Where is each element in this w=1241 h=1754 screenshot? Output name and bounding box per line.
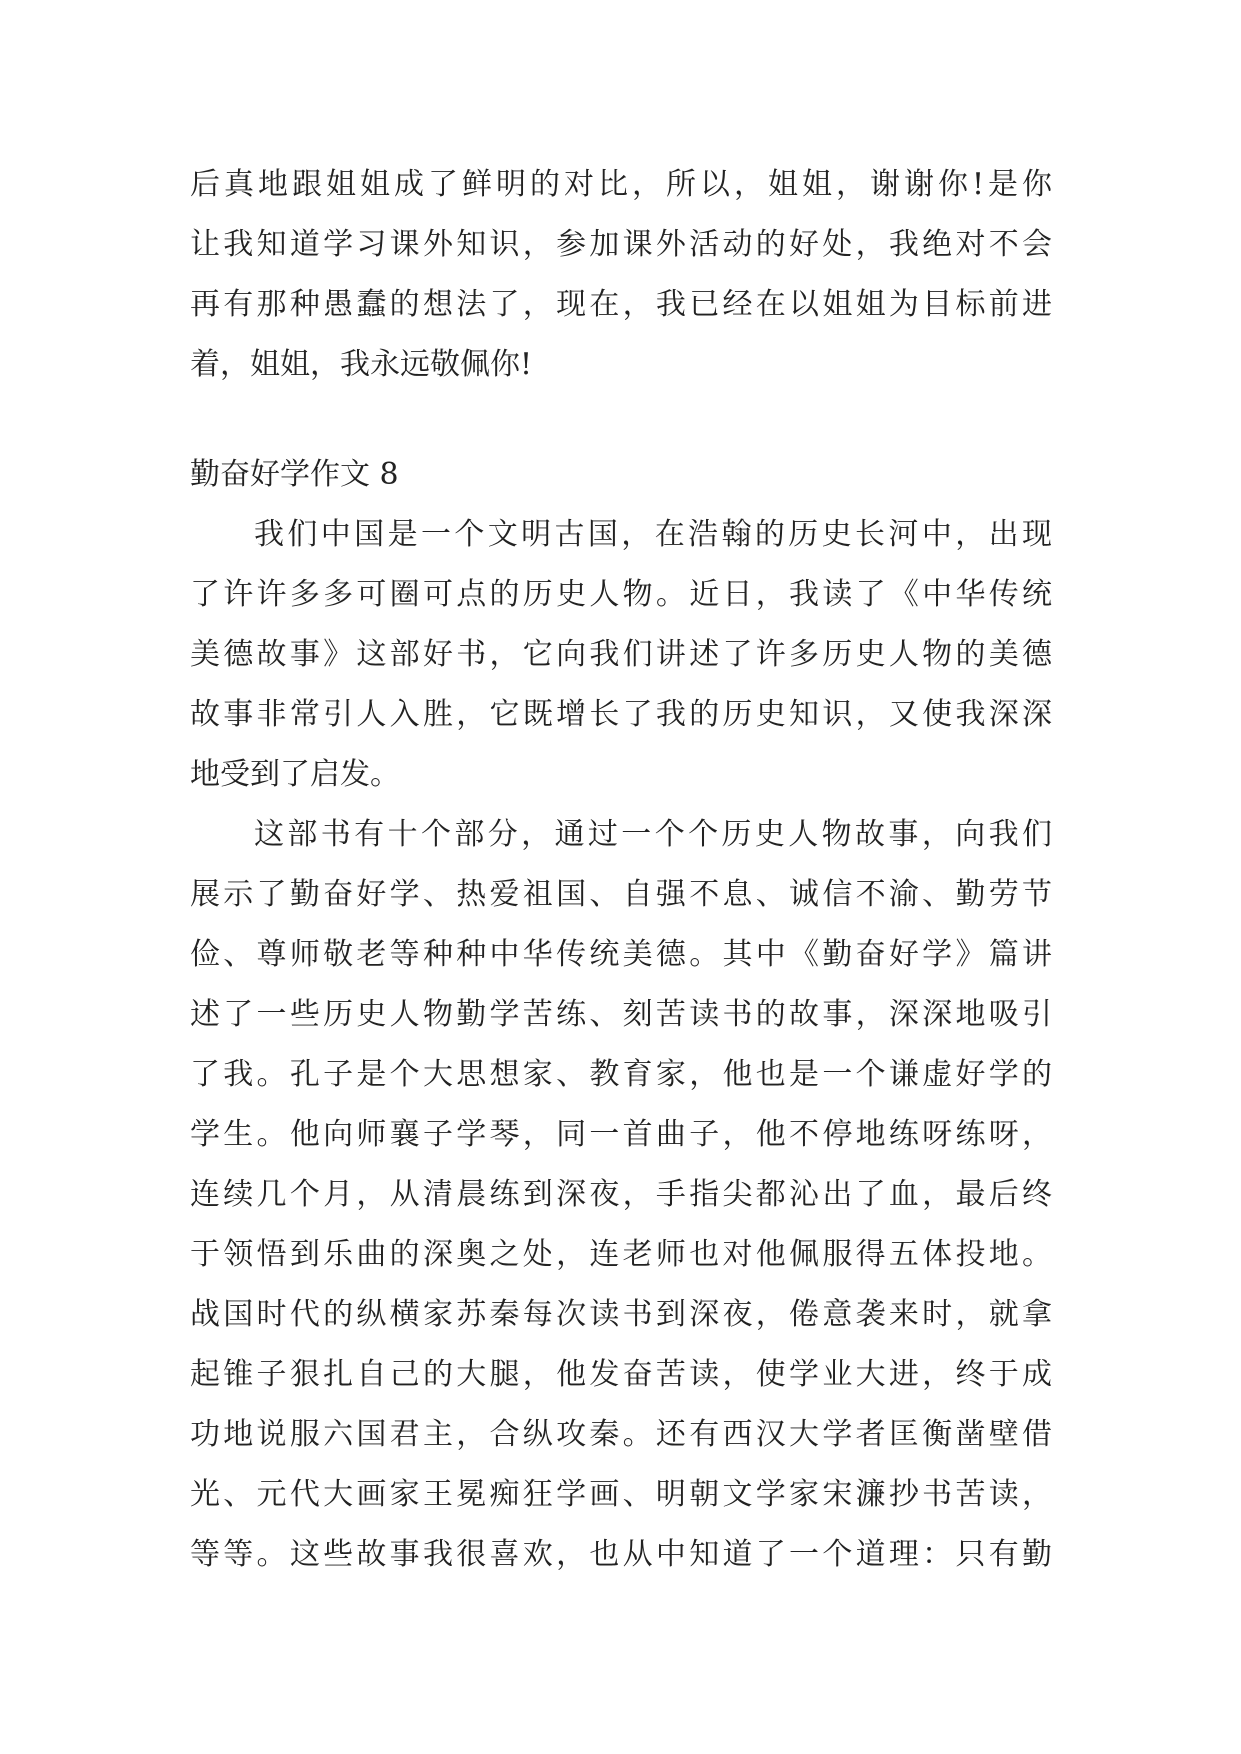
section-spacer (190, 395, 1052, 445)
text-line: 了我。孔子是个大思想家、教育家，他也是一个谦虚好学的 (190, 1057, 1052, 1092)
text-line: 起锥子狠扎自己的大腿，他发奋苦读，使学业大进，终于成 (190, 1357, 1052, 1392)
text-line: 俭、尊师敬老等种种中华传统美德。其中《勤奋好学》篇讲 (190, 937, 1052, 972)
text-line: 展示了勤奋好学、热爱祖国、自强不息、诚信不渝、勤劳节 (190, 877, 1052, 912)
paragraph-1 (190, 505, 1052, 805)
document-body (190, 155, 1052, 1585)
text-line: 等等。这些故事我很喜欢，也从中知道了一个道理：只有勤 (190, 1537, 1052, 1572)
text-line: 美德故事》这部好书，它向我们讲述了许多历史人物的美德 (190, 637, 1052, 672)
intro-paragraph (190, 155, 1052, 395)
text-line: 学生。他向师襄子学琴，同一首曲子，他不停地练呀练呀， (190, 1117, 1052, 1152)
text-line: 这部书有十个部分，通过一个个历史人物故事，向我们 (254, 817, 1052, 852)
text-line: 我们中国是一个文明古国，在浩翰的历史长河中，出现 (254, 517, 1052, 552)
text-line: 故事非常引人入胜，它既增长了我的历史知识，又使我深深 (190, 697, 1052, 732)
text-line: 战国时代的纵横家苏秦每次读书到深夜，倦意袭来时，就拿 (190, 1297, 1052, 1332)
text-line: 地受到了启发。 (190, 757, 400, 792)
text-line: 让我知道学习课外知识，参加课外活动的好处，我绝对不会 (190, 227, 1052, 262)
text-line: 后真地跟姐姐成了鲜明的对比，所以，姐姐，谢谢你!是你 (190, 167, 1052, 202)
text-line: 再有那种愚蠢的想法了，现在，我已经在以姐姐为目标前进 (190, 287, 1052, 322)
text-line: 了许许多多可圈可点的历史人物。近日，我读了《中华传统 (190, 577, 1052, 612)
text-line: 述了一些历史人物勤学苦练、刻苦读书的故事，深深地吸引 (190, 997, 1052, 1032)
text-line: 功地说服六国君主，合纵攻秦。还有西汉大学者匡衡凿壁借 (190, 1417, 1052, 1452)
section-title: 勤奋好学作文 8 (190, 457, 399, 492)
paragraph-2 (190, 805, 1052, 1585)
text-line: 光、元代大画家王冕痴狂学画、明朝文学家宋濂抄书苦读， (190, 1477, 1052, 1512)
text-line: 连续几个月，从清晨练到深夜，手指尖都沁出了血，最后终 (190, 1177, 1052, 1212)
text-line: 于领悟到乐曲的深奥之处，连老师也对他佩服得五体投地。 (190, 1237, 1052, 1272)
text-line: 着，姐姐，我永远敬佩你! (190, 347, 533, 382)
